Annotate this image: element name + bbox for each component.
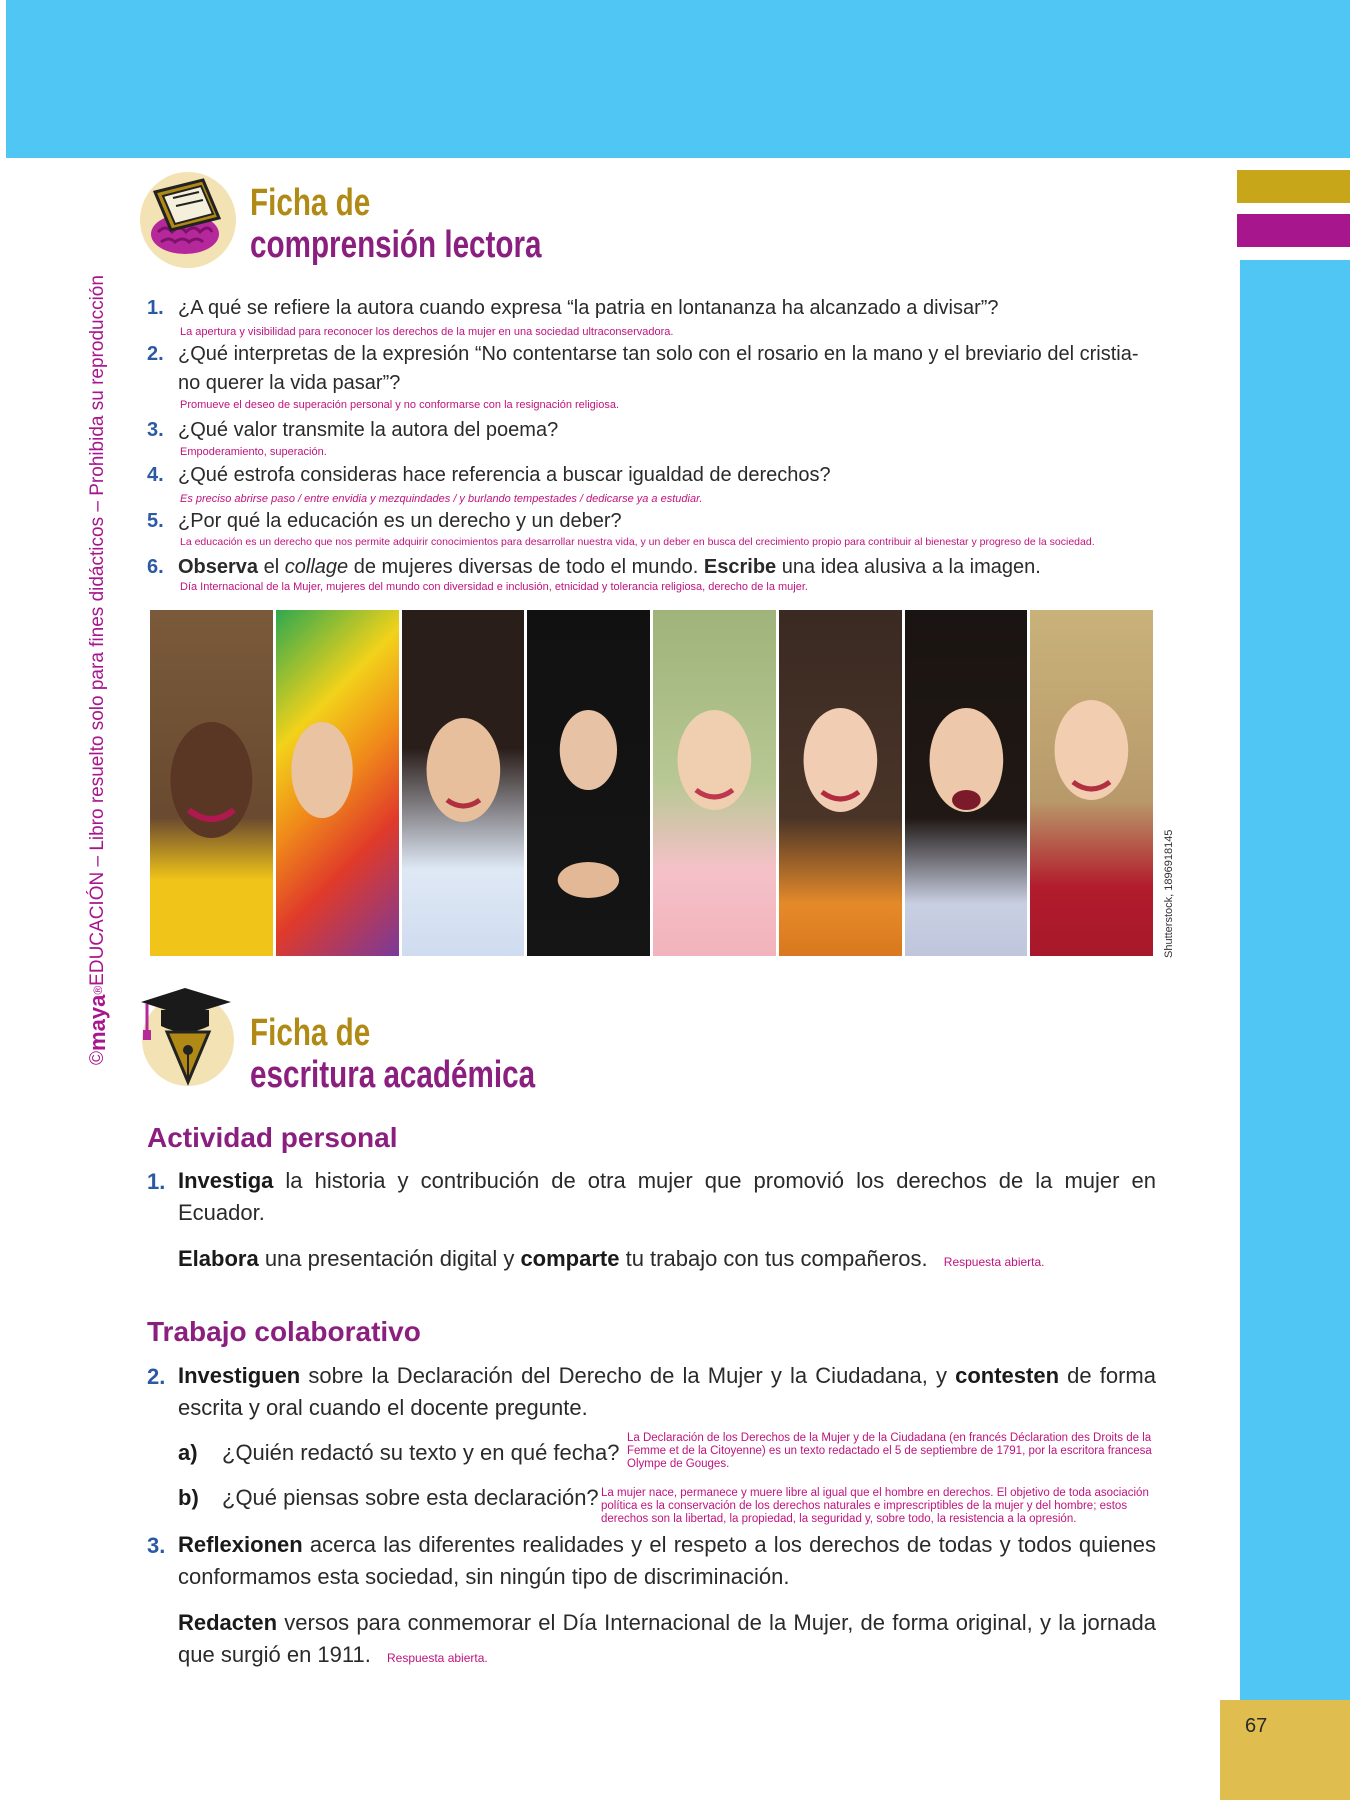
q3-answer: Empoderamiento, superación. — [180, 446, 327, 458]
activity2-text: Investiguen sobre la Declaración del Derecho de la Mujer y la Ciudadana, y contesten de forma escrita y oral cuando el docente pregunte. — [178, 1363, 1156, 1420]
verb-elabora: Elabora — [178, 1246, 259, 1271]
collage-panel-8 — [1030, 610, 1153, 956]
item-a-answer: La Declaración de los Derechos de la Mujer y de la Ciudadana (en francés Déclaration des Droits de la Femme et de la Citoyenne) es un texto redactado el 5 de septiembre de 1791, por la escritora francesa Olympe de Gouges. — [627, 1432, 1152, 1470]
item-a-question: ¿Quién redactó su texto y en qué fecha? — [222, 1440, 620, 1465]
photo-credit: Shutterstock, 1896918145 — [1163, 829, 1175, 958]
item-a-letter: a) — [178, 1440, 198, 1465]
registered-mark: ® — [90, 985, 105, 995]
top-color-band — [0, 0, 1350, 158]
q6-verb-escribe: Escribe — [703, 556, 777, 578]
margin-disclaimer: EDUCACIÓN – Libro resuelto solo para fines didácticos – Prohibida su reproducción — [86, 275, 108, 986]
q1-answer: La apertura y visibilidad para reconocer los derechos de la mujer en una sociedad ultraconservadora. — [180, 326, 674, 338]
collab-work-heading: Trabajo colaborativo — [147, 1316, 421, 1347]
collage-panel-1 — [150, 610, 273, 956]
q5-answer: La educación es un derecho que nos permite adquirir conocimientos para desarrollar nuestra vida, y un deber en busca del crecimiento propio para contribuir al bienestar y progreso de la sociedad. — [180, 536, 1095, 548]
q1-text: ¿A qué se refiere la autora cuando expresa “la patria en lontananza ha alcanzado a divisar”? — [178, 297, 999, 319]
section1-title-line1: Ficha de — [250, 182, 371, 224]
verb-redacten: Redacten — [178, 1610, 278, 1635]
activity3-text-2: Redacten versos para conmemorar el Día Internacional de la Mujer, de forma original, y la jornada que surgió en 1911. Respuesta abierta. — [178, 1610, 1156, 1667]
brand-logo-text: maya — [84, 994, 110, 1051]
verb-comparte: comparte — [520, 1246, 620, 1271]
q4-answer: Es preciso abrirse paso / entre envidia y mezquindades / y burlando tempestades / dedicarse ya a estudiar. — [180, 493, 703, 505]
q5-text: ¿Por qué la educación es un derecho y un deber? — [178, 510, 622, 532]
activity1-answer: Respuesta abierta. — [943, 1255, 1045, 1269]
activity3-answer: Respuesta abierta. — [386, 1651, 488, 1665]
purple-tab — [1237, 214, 1350, 247]
q3-text: ¿Qué valor transmite la autora del poema? — [178, 419, 559, 441]
activity1-text-2: Elabora una presentación digital y comparte tu trabajo con tus compañeros. Respuesta abierta. — [178, 1246, 1045, 1271]
book-brain-icon — [133, 162, 243, 272]
section2-title — [250, 1012, 535, 1096]
section1-title-line2: comprensión lectora — [250, 224, 542, 266]
item-b-letter: b) — [178, 1485, 199, 1510]
activity3-number: 3. — [147, 1533, 166, 1558]
q2-text: ¿Qué interpretas de la expresión “No contentarse tan solo con el rosario en la mano y el breviario del cristia- — [178, 343, 1139, 365]
gold-tab — [1237, 170, 1350, 203]
q6-number: 6. — [147, 556, 164, 578]
section1-title — [250, 182, 542, 266]
q4-number: 4. — [147, 464, 164, 486]
verb-investiguen: Investiguen — [178, 1363, 301, 1388]
collage-panel-3 — [402, 610, 525, 956]
q2-number: 2. — [147, 343, 164, 365]
q5-number: 5. — [147, 510, 164, 532]
collage-panel-5 — [653, 610, 776, 956]
q2-text-cont: no querer la vida pasar”? — [178, 372, 401, 394]
q6-answer: Día Internacional de la Mujer, mujeres del mundo con diversidad e inclusión, etnicidad y tolerancia religiosa, derecho de la mujer. — [180, 581, 808, 593]
q2-answer: Promueve el deseo de superación personal y no conformarse con la resignación religiosa. — [180, 399, 620, 411]
q1-number: 1. — [147, 297, 164, 319]
page-number: 67 — [1245, 1715, 1268, 1737]
collage-panel-6 — [779, 610, 902, 956]
q3-number: 3. — [147, 419, 164, 441]
activity2-number: 2. — [147, 1364, 166, 1389]
personal-activity-heading: Actividad personal — [147, 1122, 398, 1153]
verb-contesten: contesten — [955, 1363, 1060, 1388]
q6-text: Observa el collage de mujeres diversas de todo el mundo. Escribe una idea alusiva a la imagen. — [178, 556, 1041, 578]
section2-title-line1: Ficha de — [250, 1012, 371, 1054]
section2-title-line2: escritura académica — [250, 1054, 536, 1096]
collage-panel-2 — [276, 610, 399, 956]
page-number-box — [1220, 1700, 1350, 1800]
women-collage-image — [150, 610, 1153, 956]
graduation-cap-pen-icon — [133, 980, 243, 1090]
activity1-number: 1. — [147, 1169, 166, 1194]
right-sidebar-band — [1240, 260, 1350, 1700]
margin-copyright-text — [80, 25, 115, 1315]
collage-panel-4 — [527, 610, 650, 956]
item-b-answer: La mujer nace, permanece y muere libre al igual que el hombre en derechos. El objetivo de toda asociación política es la conservación de los derechos naturales e imprescriptibles de la mujer y del hombre; estos derechos son la libertad, la propiedad, la seguridad y, sobre todo, la resistencia a la opresión. — [601, 1487, 1149, 1525]
q6-verb-observa: Observa — [178, 556, 259, 578]
verb-investiga: Investiga — [178, 1168, 274, 1193]
activity3-text: Reflexionen acerca las diferentes realidades y el respeto a los derechos de todas y todos quienes conformamos esta sociedad, sin ningún tipo de discriminación. — [178, 1532, 1156, 1589]
collage-panel-7 — [905, 610, 1028, 956]
copyright-symbol: © — [86, 1050, 108, 1065]
q4-text: ¿Qué estrofa consideras hace referencia a buscar igualdad de derechos? — [178, 464, 831, 486]
item-b-question: ¿Qué piensas sobre esta declaración? — [222, 1485, 599, 1510]
verb-reflexionen: Reflexionen — [178, 1532, 303, 1557]
activity1-text: Investiga la historia y contribución de otra mujer que promovió los derechos de la mujer en Ecuador. — [178, 1168, 1156, 1225]
